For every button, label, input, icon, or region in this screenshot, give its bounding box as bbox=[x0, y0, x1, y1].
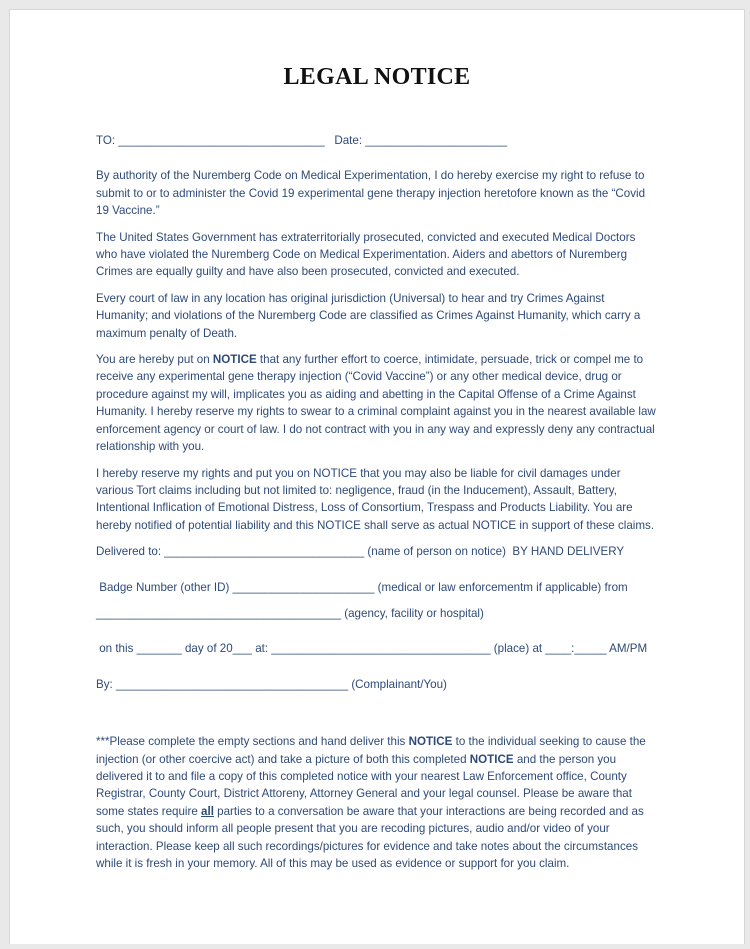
notice-bold: NOTICE bbox=[212, 353, 257, 367]
footer-text-a: ***Please complete the empty sections and hand deliver this bbox=[96, 735, 409, 749]
on-this-day-line: on this _______ day of 20___ at: __________________________________ (place) at ____:_____ AM/PM bbox=[96, 642, 648, 656]
agency-line: ______________________________________ (agency, facility or hospital) bbox=[96, 606, 484, 620]
paragraph-notice bbox=[96, 351, 656, 455]
badge-number-line: Badge Number (other ID) ______________________ (medical or law enforcementm if applicable) from bbox=[96, 580, 628, 594]
footer-instructions bbox=[96, 733, 656, 872]
paragraph-civil-damages: I hereby reserve my rights and put you on NOTICE that you may also be liable for civil damages under various Tort claims including but not limited to: negligence, fraud (in the Inducement), Assault, Battery, Intentional Inflication of Emotional Distress, Loss of Consortium, Trespass and Products Liability. You are hereby notified of potential liability and this NOTICE shall serve as actual NOTICE in support of these claims. bbox=[96, 466, 655, 532]
to-date-line: TO: ________________________________ Date: ______________________ bbox=[96, 134, 508, 147]
notice-text-a: You are hereby put on bbox=[96, 353, 213, 367]
footer-text-b: to the individual seeking to cause the injection (or other coercive act) and take a picture of both this completed bbox=[96, 735, 646, 766]
notice-text-b: that any further effort to coerce, intimidate, persuade, trick or compel me to receive any experimental gene therapy injection (“Covid Vaccine”) or any other medical device, drug or procedure against my will, implicates you as aiding and abetting in the Capital Offense of a Crime Against Humanity. I hereby reserve my rights to swear to a criminal complaint against you in the nearest available law enforcement agency or court of law. I do not contract with you in any way and expressly deny any contractual relationship with you. bbox=[96, 353, 656, 454]
document-body bbox=[96, 132, 656, 881]
footer-notice-bold-2: NOTICE bbox=[469, 752, 514, 766]
footer-text-d: parties to a conversation be aware that your interactions are being recorded and as such, you should inform all people present that you are recoding pictures, audio and/or video of your interaction. Please keep all such recordings/pictures for evidence and take notes about the circumstances while it is fresh in your memory. All of this may be used as evidence or support for you claim. bbox=[96, 804, 644, 870]
delivered-to-line: Delivered to: _______________________________ (name of person on notice) BY HAND DELIVERY bbox=[96, 545, 625, 559]
footer-text-c: and the person you delivered it to and file a copy of this completed notice with your nearest Law Enforcement office, County Registrar, County Court, District Attoreny, Attorney General and your legal counsel. Please be aware that some states require bbox=[96, 752, 632, 818]
document-page bbox=[9, 9, 745, 944]
paragraph-jurisdiction: Every court of law in any location has original jurisdiction (Universal) to hear and try Crimes Against Humanity; and violations of the Nuremberg Code are classified as Crimes Against Humanity, which carry a maximum penalty of Death. bbox=[96, 291, 641, 340]
paragraph-prosecution: The United States Government has extraterritorially prosecuted, convicted and executed Medical Doctors who have violated the Nuremberg Code on Medical Experimentation. Aiders and abettors of Nuremberg Crimes are equally guilty and have also been prosecuted, convicted and executed. bbox=[96, 230, 636, 279]
document-title: LEGAL NOTICE bbox=[283, 64, 471, 90]
paragraph-nuremberg-authority: By authority of the Nuremberg Code on Medical Experimentation, I do hereby exercise my right to refuse to submit to or to administer the Covid 19 experimental gene therapy injection heretofore known as the “Covid 19 Vaccine.” bbox=[96, 169, 646, 218]
footer-all-underlined: all bbox=[201, 804, 214, 818]
footer-notice-bold-1: NOTICE bbox=[408, 735, 453, 749]
by-complainant-line: By: ____________________________________ (Complainant/You) bbox=[96, 677, 447, 691]
